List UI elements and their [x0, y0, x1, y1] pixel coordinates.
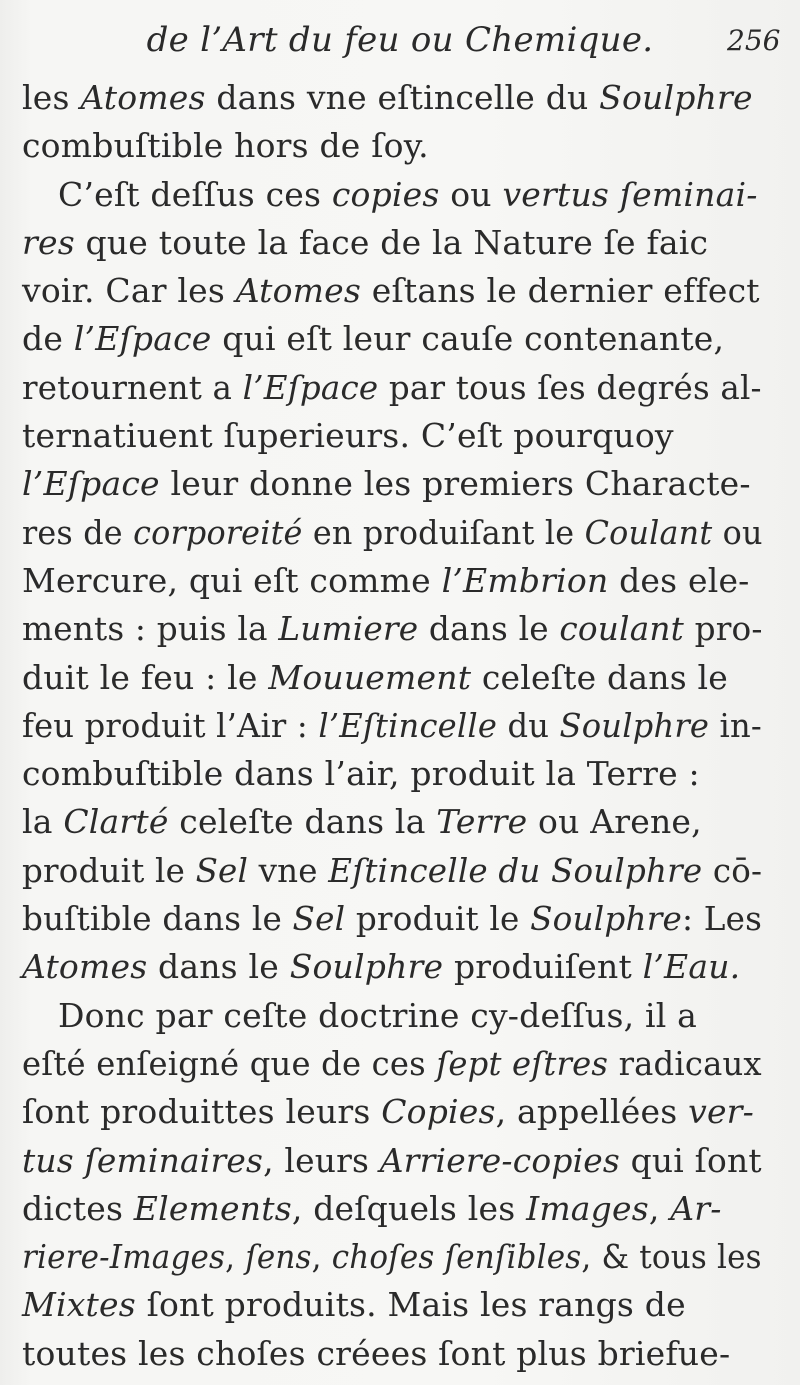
italic-text: tus ſeminaires [22, 1140, 264, 1180]
text-line [22, 171, 762, 219]
text-line [22, 267, 762, 315]
text-run: , leurs [263, 1140, 380, 1180]
text-line [22, 847, 763, 895]
italic-text: Terre [436, 802, 528, 842]
text-line [22, 1330, 762, 1378]
italic-text: Sel [292, 899, 346, 939]
body-text [22, 74, 762, 1378]
text-run: ou Arene, [527, 802, 702, 842]
italic-text: Soulphre [530, 899, 683, 939]
text-run: eſtans le dernier effect [361, 271, 760, 311]
text-run: toutes les choſes créees ſont plus briefue- [22, 1333, 731, 1373]
text-run: , deſquels les [291, 1188, 527, 1228]
italic-text: Lumiere [278, 609, 419, 649]
italic-text: ver- [688, 1092, 755, 1132]
italic-text: corporeité [133, 512, 303, 552]
italic-text: ſens [245, 1237, 312, 1277]
text-run: dans le [147, 947, 290, 987]
page-header [0, 12, 800, 68]
running-title: de l’Art du feu ou Chemique. [146, 20, 654, 60]
italic-text: Atomes [22, 947, 148, 987]
italic-text: l’Eſpace [73, 319, 212, 359]
text-run: que toute la face de la Nature ſe faic [74, 222, 709, 262]
text-run: produit le [345, 899, 531, 939]
text-run: ternatiuent ſuperieurs. C’eſt pourquoy [22, 416, 674, 456]
text-run: celeſte dans la [168, 802, 437, 842]
italic-text: ſept eſtres [436, 1043, 609, 1083]
text-run: produiſent [443, 947, 643, 987]
italic-text: Copies [381, 1092, 496, 1132]
text-line [22, 460, 762, 508]
text-run: ou [712, 512, 763, 552]
text-line [22, 122, 762, 170]
text-run: eſté enſeigné que de ces [22, 1043, 437, 1083]
italic-text: choſes ſenſibles [331, 1237, 582, 1277]
text-line [22, 315, 762, 363]
text-run: vne [248, 850, 329, 890]
italic-text: l’Eſpace [242, 367, 379, 407]
italic-text: Images [526, 1188, 649, 1228]
text-line [22, 509, 763, 557]
text-line [22, 557, 762, 605]
text-run: ments : puis la [22, 609, 279, 649]
text-run: qui eſt leur cauſe contenante, [211, 319, 725, 359]
text-line [22, 750, 762, 798]
text-run: buſtible dans le [22, 899, 293, 939]
text-line [22, 1040, 762, 1088]
text-line [22, 412, 762, 460]
text-run: , [311, 1237, 332, 1277]
text-run: la [22, 802, 64, 842]
text-run: qui ſont [620, 1140, 762, 1180]
text-line [22, 895, 763, 943]
italic-text: Elements [133, 1188, 292, 1228]
text-run: combuſtible hors de ſoy. [22, 126, 429, 166]
italic-text: Soulphre [289, 947, 444, 987]
text-run: radicaux [608, 1043, 762, 1083]
italic-text: coulant [559, 609, 684, 649]
text-run: en produiſant le [302, 512, 585, 552]
text-run: cō- [702, 850, 763, 890]
italic-text: Soulphre [599, 78, 753, 117]
text-run: : Les [682, 899, 763, 939]
text-run: dictes [22, 1188, 134, 1228]
text-line [22, 74, 762, 122]
text-line [22, 605, 763, 653]
text-run: les [22, 78, 81, 117]
text-run: ſont produits. Mais les rangs de [135, 1285, 686, 1325]
text-run: feu produit l’Air : [22, 705, 319, 745]
italic-text: Eſtincelle du Soulphre [328, 850, 703, 890]
text-line [22, 1185, 762, 1233]
italic-text: Coulant [584, 512, 713, 552]
italic-text: Atomes [80, 78, 206, 117]
italic-text: l’Eau. [642, 947, 741, 987]
text-line [22, 992, 762, 1040]
italic-text: Ar- [670, 1188, 722, 1228]
page-number: 256 [727, 24, 781, 57]
text-run: ou [439, 174, 503, 214]
text-run: , appellées [495, 1092, 689, 1132]
text-line [22, 798, 762, 846]
italic-text: copies [331, 174, 440, 214]
text-run: Donc par ceſte doctrine cy-deſſus, il a [58, 995, 698, 1035]
italic-text: Mixtes [22, 1285, 136, 1325]
text-line [22, 943, 762, 991]
italic-text: Atomes [235, 271, 362, 311]
text-line [22, 1281, 762, 1329]
text-line [22, 1137, 762, 1185]
text-run: res de [22, 512, 134, 552]
italic-text: Sel [195, 850, 249, 890]
italic-text: res [22, 222, 75, 262]
italic-text: Mouuement [268, 657, 472, 697]
text-run: pro- [683, 609, 763, 649]
text-run: combuſtible dans l’air, produit la Terre : [22, 754, 700, 794]
text-run: , [648, 1188, 671, 1228]
text-line [22, 364, 762, 412]
italic-text: riere-Images [22, 1237, 226, 1277]
italic-text: vertus ſeminai- [502, 174, 758, 214]
italic-text: Arriere-copies [379, 1140, 621, 1180]
text-run: duit le feu : le [22, 657, 269, 697]
text-run: de [22, 319, 74, 359]
text-run: dans le [418, 609, 560, 649]
text-run: produit le [22, 850, 196, 890]
text-line [22, 1088, 762, 1136]
italic-text: Clarté [63, 802, 169, 842]
text-run: , [225, 1237, 246, 1277]
italic-text: l’Eſtincelle [318, 705, 498, 745]
text-run: , & tous les [581, 1237, 762, 1277]
italic-text: l’Eſpace [22, 464, 160, 504]
text-run: C’eſt deſſus ces [58, 174, 332, 214]
text-line [22, 219, 762, 267]
text-run: ſont produittes leurs [22, 1092, 382, 1132]
text-line [22, 654, 762, 702]
text-run: des ele- [608, 560, 750, 600]
text-run: dans vne eſtincelle du [205, 78, 600, 117]
italic-text: l’Embrion [441, 560, 609, 600]
text-run: voir. Car les [22, 271, 236, 311]
text-run: Mercure, qui eſt comme [22, 560, 442, 600]
text-run: leur donne les premiers Characte- [159, 464, 751, 504]
text-run: par tous ſes degrés al- [378, 367, 762, 407]
text-line [22, 1233, 762, 1281]
text-run: du [497, 705, 560, 745]
text-run: in- [709, 705, 762, 745]
text-run: retournent a [22, 367, 243, 407]
italic-text: Soulphre [559, 705, 710, 745]
text-run: celeſte dans le [471, 657, 729, 697]
text-line [22, 702, 762, 750]
